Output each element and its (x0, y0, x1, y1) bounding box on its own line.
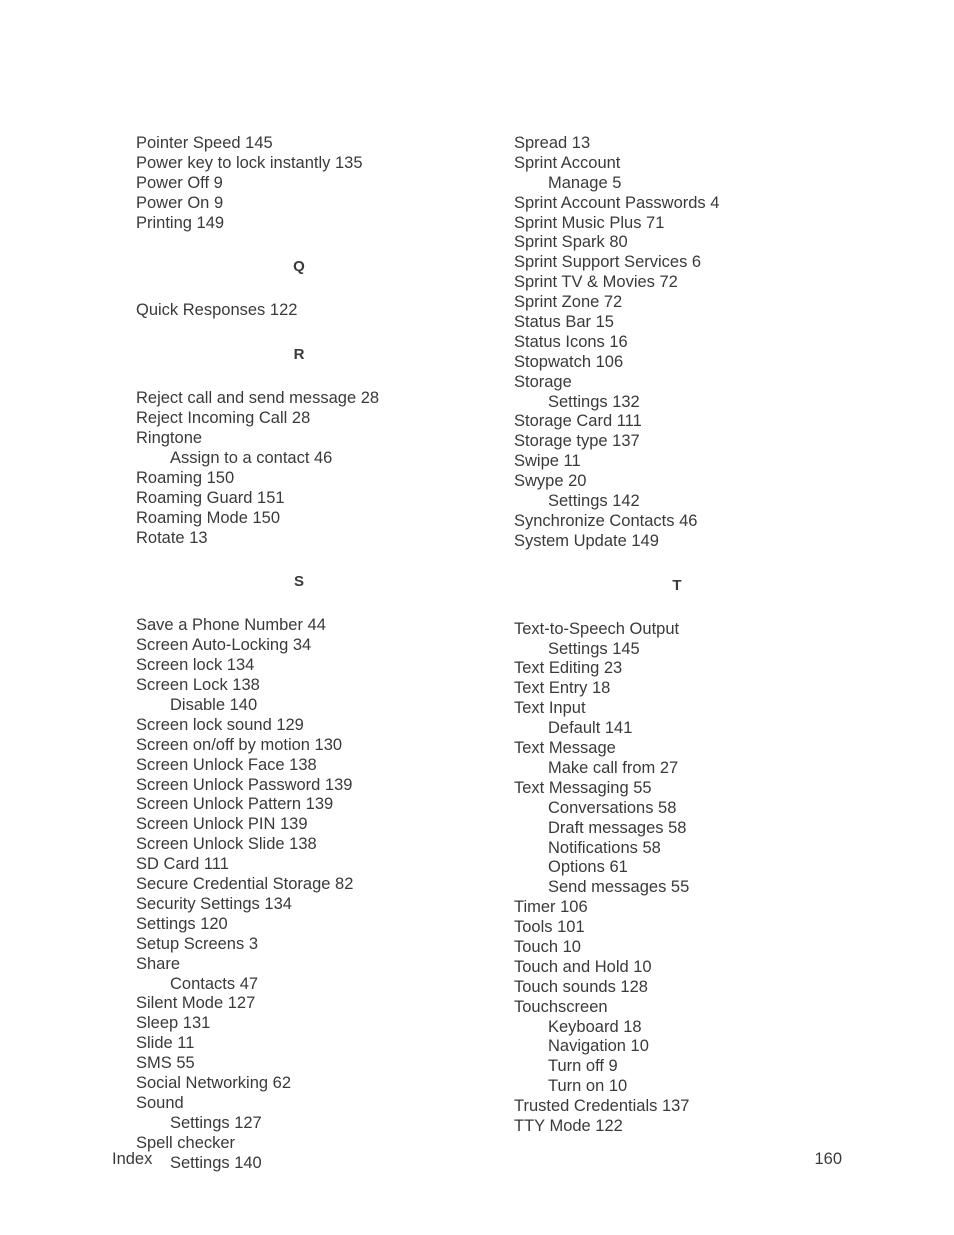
index-entry: Roaming Guard 151 (136, 488, 285, 507)
index-entry: Sprint Zone 72 (514, 293, 623, 312)
index-subentry: Default 141 (548, 719, 633, 738)
index-entry: Screen lock sound 129 (136, 715, 304, 734)
index-entry: SD Card 111 (136, 855, 229, 874)
index-entry: Screen Unlock PIN 139 (136, 815, 308, 834)
index-entry: Swype 20 (514, 472, 587, 491)
index-subentry: Notifications 58 (548, 838, 661, 857)
index-subentry: Turn off 9 (548, 1057, 618, 1076)
index-letter-heading: S (293, 573, 304, 591)
index-entry: Screen on/off by motion 130 (136, 735, 343, 754)
index-entry: Roaming Mode 150 (136, 508, 281, 527)
index-entry: Quick Responses 122 (136, 301, 298, 320)
index-entry: Screen Unlock Pattern 139 (136, 795, 334, 814)
index-entry: Sprint Spark 80 (514, 233, 628, 252)
index-entry: Screen Auto-Locking 34 (136, 636, 312, 655)
index-entry: Setup Screens 3 (136, 934, 258, 953)
index-subentry: Contacts 47 (170, 974, 259, 993)
index-column-right (514, 134, 854, 1137)
index-entry: Ringtone (136, 429, 203, 448)
index-entry: Secure Credential Storage 82 (136, 875, 354, 894)
index-entry: Security Settings 134 (136, 894, 292, 913)
index-subentry: Settings 145 (548, 639, 640, 658)
index-entry: Sprint Account Passwords 4 (514, 193, 720, 212)
index-entry: Printing 149 (136, 213, 225, 232)
index-entry: Slide 11 (136, 1034, 195, 1053)
index-entry: Touch sounds 128 (514, 977, 648, 996)
index-letter-heading: R (293, 346, 305, 364)
index-entry: Power On 9 (136, 193, 224, 212)
index-entry: Synchronize Contacts 46 (514, 511, 698, 530)
index-subentry: Disable 140 (170, 696, 258, 715)
index-entry: Sprint Account (514, 153, 621, 172)
index-entry: Text Entry 18 (514, 679, 611, 698)
index-entry: Text Editing 23 (514, 659, 623, 678)
index-entry: Touchscreen (514, 997, 608, 1016)
index-subentry: Settings 142 (548, 492, 640, 511)
index-entry: Storage (514, 372, 572, 391)
index-entry: Tools 101 (514, 918, 585, 937)
index-entry: Silent Mode 127 (136, 994, 256, 1013)
index-entry: Spell checker (136, 1133, 236, 1152)
index-entry: Text Messaging 55 (514, 778, 652, 797)
index-entry: Storage type 137 (514, 432, 640, 451)
index-entry: Touch 10 (514, 937, 581, 956)
footer-page-number: 160 (814, 1150, 842, 1168)
index-entry: Share (136, 954, 181, 973)
index-subentry: Draft messages 58 (548, 818, 687, 837)
index-entry: Text Message (514, 739, 616, 758)
index-entry: TTY Mode 122 (514, 1116, 623, 1135)
index-subentry: Assign to a contact 46 (170, 449, 333, 468)
index-entry: Status Bar 15 (514, 313, 614, 332)
index-entry: Spread 13 (514, 134, 591, 152)
index-entry: Roaming 150 (136, 468, 235, 487)
index-entry: Social Networking 62 (136, 1073, 291, 1092)
index-entry: Sprint Support Services 6 (514, 253, 702, 272)
index-entry: Settings 120 (136, 914, 228, 933)
index-entry: Status Icons 16 (514, 332, 628, 351)
index-letter-heading: T (672, 576, 682, 594)
index-entry: Timer 106 (514, 898, 588, 917)
index-entry: System Update 149 (514, 531, 659, 550)
index-subentry: Conversations 58 (548, 798, 677, 817)
index-subentry: Turn on 10 (548, 1077, 628, 1096)
index-subentry: Keyboard 18 (548, 1017, 642, 1036)
index-subentry: Navigation 10 (548, 1037, 649, 1056)
index-letter-heading: Q (293, 258, 305, 276)
index-column-left (136, 134, 476, 1173)
index-subentry: Settings 127 (170, 1113, 262, 1132)
index-entry: Storage Card 111 (514, 412, 642, 431)
index-entry: Sleep 131 (136, 1014, 211, 1033)
index-entry: Pointer Speed 145 (136, 134, 273, 152)
index-entry: Sprint Music Plus 71 (514, 213, 665, 232)
index-entry: Trusted Credentials 137 (514, 1097, 690, 1116)
index-entry: Screen Unlock Password 139 (136, 775, 353, 794)
index-entry: Touch and Hold 10 (514, 957, 652, 976)
index-subentry: Manage 5 (548, 173, 622, 192)
index-entry: Text-to-Speech Output (514, 619, 680, 638)
index-subentry: Send messages 55 (548, 878, 690, 897)
index-entry: Swipe 11 (514, 452, 581, 471)
index-subentry: Make call from 27 (548, 758, 679, 777)
index-entry: Stopwatch 106 (514, 352, 624, 371)
index-entry: Screen Unlock Face 138 (136, 755, 317, 774)
index-entry: Rotate 13 (136, 528, 208, 547)
index-subentry: Options 61 (548, 858, 628, 877)
index-subentry: Settings 140 (170, 1153, 262, 1172)
index-entry: Text Input (514, 699, 586, 718)
index-entry: Screen lock 134 (136, 656, 255, 675)
index-entry: Sprint TV & Movies 72 (514, 273, 678, 292)
index-entry: Power Off 9 (136, 173, 223, 192)
index-entry: Reject Incoming Call 28 (136, 409, 311, 428)
index-entry: Power key to lock instantly 135 (136, 153, 363, 172)
index-entry: Save a Phone Number 44 (136, 616, 326, 635)
footer-section-label: Index (112, 1150, 153, 1168)
index-entry: Sound (136, 1093, 184, 1112)
index-entry: Reject call and send message 28 (136, 389, 380, 408)
index-entry: SMS 55 (136, 1054, 195, 1073)
index-subentry: Settings 132 (548, 392, 640, 411)
index-entry: Screen Lock 138 (136, 676, 260, 695)
index-entry: Screen Unlock Slide 138 (136, 835, 317, 854)
